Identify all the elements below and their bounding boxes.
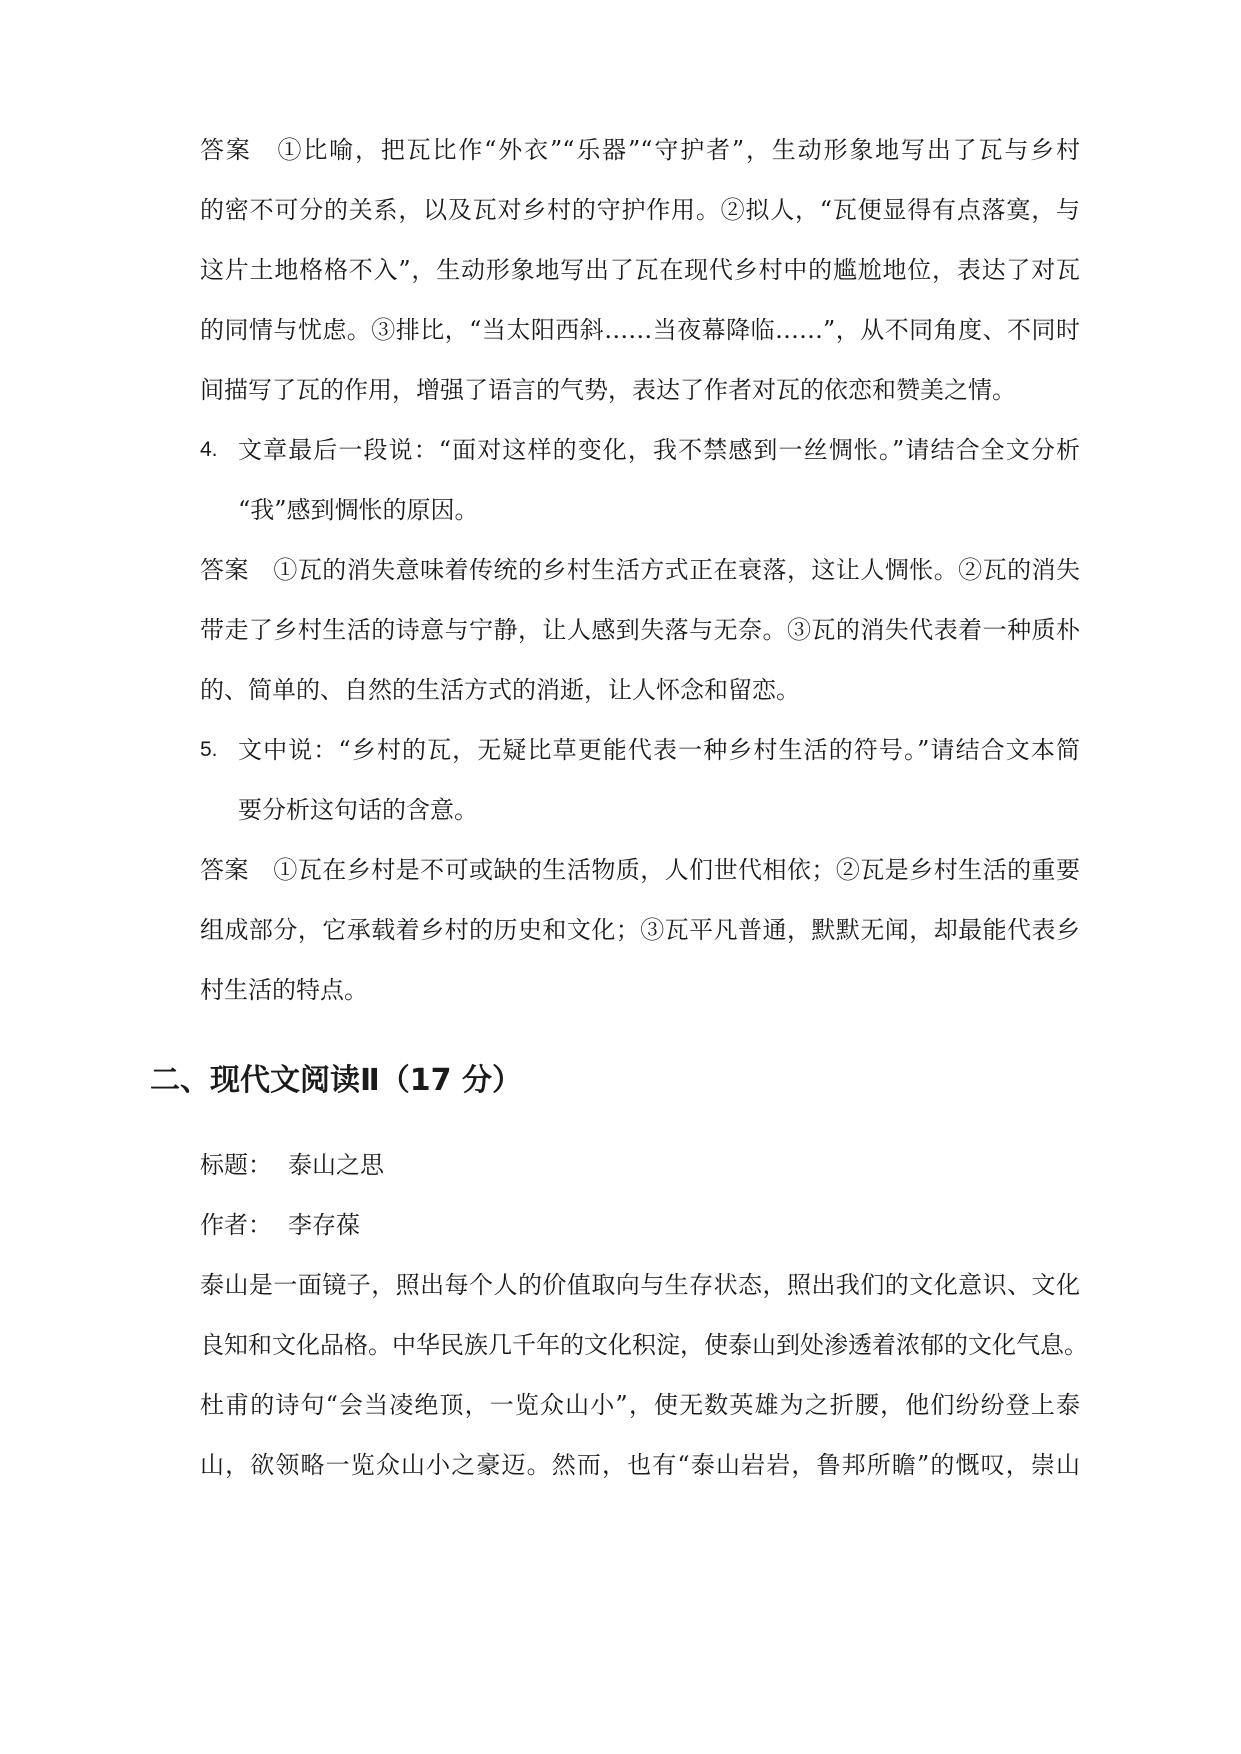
answer5-line-3: 村生活的特点。	[200, 976, 368, 1004]
title-label: 标题：	[200, 1151, 272, 1179]
question4-line-1: 文章最后一段说：“面对这样的变化，我不禁感到一丝惆怅。”请结合全文分析	[238, 436, 1080, 464]
answer4-line-3: 的、简单的、自然的生活方式的消逝，让人怀念和留恋。	[200, 676, 800, 704]
answer4-line-1: 答案 ①瓦的消失意味着传统的乡村生活方式正在衰落，这让人惆怅。②瓦的消失	[200, 556, 1080, 584]
passage-line-2: 良知和文化品格。中华民族几千年的文化积淀，使泰山到处渗透着浓郁的文化气息。	[200, 1331, 1088, 1359]
author-value: 李存葆	[288, 1211, 360, 1239]
passage-line-4: 山，欲领略一览众山小之豪迈。然而，也有“泰山岩岩，鲁邦所瞻”的慨叹，崇山	[200, 1451, 1080, 1479]
answer5-line-2: 组成部分，它承载着乡村的历史和文化；③瓦平凡普通，默默无闻，却最能代表乡	[200, 916, 1080, 944]
question5-number: 5.	[200, 738, 218, 761]
answer3-line-1: 答案 ①比喻，把瓦比作“外衣”“乐器”“守护者”，生动形象地写出了瓦与乡村	[200, 136, 1080, 164]
answer3-line-5: 间描写了瓦的作用，增强了语言的气势，表达了作者对瓦的依恋和赞美之情。	[200, 376, 1016, 404]
question4-number: 4.	[200, 438, 218, 461]
answer5-line-1: 答案 ①瓦在乡村是不可或缺的生活物质，人们世代相依；②瓦是乡村生活的重要	[200, 856, 1080, 884]
passage-line-3: 杜甫的诗句“会当凌绝顶，一览众山小”，使无数英雄为之折腰，他们纷纷登上泰	[200, 1391, 1080, 1419]
answer4-line-2: 带走了乡村生活的诗意与宁静，让人感到失落与无奈。③瓦的消失代表着一种质朴	[200, 616, 1080, 644]
question5-line-2: 要分析这句话的含意。	[238, 796, 478, 824]
question5-line-1: 文中说：“乡村的瓦，无疑比草更能代表一种乡村生活的符号。”请结合文本简	[238, 736, 1080, 764]
answer3-line-2: 的密不可分的关系，以及瓦对乡村的守护作用。②拟人，“瓦便显得有点落寞，与	[200, 196, 1080, 224]
question4-line-2: “我”感到惆怅的原因。	[238, 496, 479, 524]
section-heading: 二、现代文阅读Ⅱ（17 分）	[150, 1063, 522, 1098]
answer3-line-4: 的同情与忧虑。③排比，“当太阳西斜……当夜幕降临……”，从不同角度、不同时	[200, 316, 1080, 344]
title-value: 泰山之思	[288, 1151, 384, 1179]
passage-line-1: 泰山是一面镜子，照出每个人的价值取向与生存状态，照出我们的文化意识、文化	[200, 1271, 1080, 1299]
author-label: 作者：	[200, 1211, 272, 1239]
answer3-line-3: 这片土地格格不入”，生动形象地写出了瓦在现代乡村中的尴尬地位，表达了对瓦	[200, 256, 1080, 284]
